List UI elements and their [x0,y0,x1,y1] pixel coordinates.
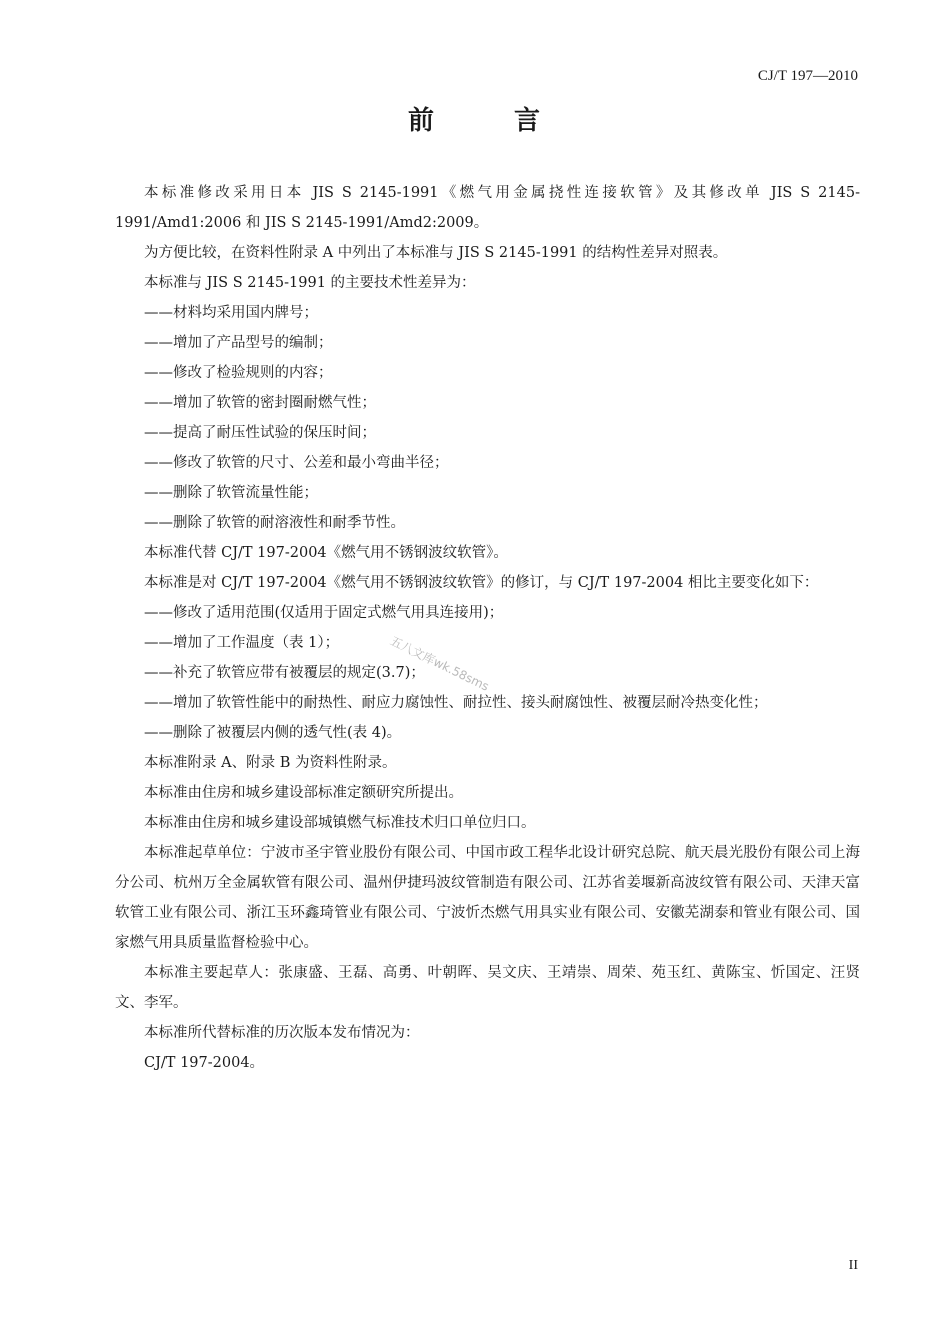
page-title [0,100,950,137]
foreword-content [115,178,860,1078]
title-char-2: 言 [514,106,543,136]
paragraph-drafters: 本标准主要起草人：张康盛、王磊、高勇、叶朝晖、吴文庆、王靖崇、周荣、苑玉红、黄陈宝、忻国定、汪贤文、李军。 [115,965,860,1011]
paragraph-proposed-by: 本标准由住房和城乡建设部标准定额研究所提出。 [144,785,463,801]
changes-list [115,598,860,748]
page-header-standard-number: CJ/T 197—2010 [757,68,858,84]
list-item: ——增加了软管性能中的耐热性、耐应力腐蚀性、耐拉性、接头耐腐蚀性、被覆层耐冷热变化性； [144,695,768,711]
paragraph-comparison: 为方便比较，在资料性附录 A 中列出了本标准与 JIS S 2145-1991 的结构性差异对照表。 [144,245,728,261]
paragraph-drafting-units: 本标准起草单位：宁波市圣宇管业股份有限公司、中国市政工程华北设计研究总院、航天晨光股份有限公司上海分公司、杭州万全金属软管有限公司、温州伊捷玛波纹管制造有限公司、江苏省姜堰新高波纹管有限公司、天津天富软管工业有限公司、浙江玉环鑫琦管业有限公司、宁波忻杰燃气用具实业有限公司、安徽芜湖泰和管业有限公司、国家燃气用具质量监督检验中心。 [115,845,860,951]
paragraph-adoption: 本标准修改采用日本 JIS S 2145-1991《燃气用金属挠性连接软管》及其修改单 JIS S 2145-1991/Amd1:2006 和 JIS S 2145-1991/Amd2:2009。 [115,185,860,231]
list-item: ——增加了软管的密封圈耐燃气性； [144,395,376,411]
list-item: ——修改了适用范围(仅适用于固定式燃气用具连接用)； [144,605,504,621]
list-item: ——删除了软管流量性能； [144,485,318,501]
list-item: ——修改了软管的尺寸、公差和最小弯曲半径； [144,455,449,471]
list-item: ——增加了工作温度（表 1）； [144,635,340,651]
list-item: ——删除了软管的耐溶液性和耐季节性。 [144,515,405,531]
paragraph-revision-intro: 本标准是对 CJ/T 197-2004《燃气用不锈钢波纹软管》的修订，与 CJ/T 197-2004 相比主要变化如下： [144,575,819,591]
differences-list [115,298,860,538]
list-item: ——材料均采用国内牌号； [144,305,318,321]
list-item: ——增加了产品型号的编制； [144,335,333,351]
title-char-1: 前 [407,106,436,136]
paragraph-history-version: CJ/T 197-2004。 [144,1055,265,1071]
paragraph-annexes: 本标准附录 A、附录 B 为资料性附录。 [144,755,397,771]
page-number: II [848,1258,858,1273]
list-item: ——修改了检验规则的内容； [144,365,333,381]
paragraph-history-intro: 本标准所代替标准的历次版本发布情况为： [144,1025,420,1041]
watermark: 五八文库wk.58sms [387,633,492,694]
paragraph-centralized-by: 本标准由住房和城乡建设部城镇燃气标准技术归口单位归口。 [144,815,536,831]
list-item: ——补充了软管应带有被覆层的规定(3.7)； [144,665,425,681]
paragraph-differences-intro: 本标准与 JIS S 2145-1991 的主要技术性差异为： [144,275,476,291]
list-item: ——删除了被覆层内侧的透气性(表 4)。 [144,725,402,741]
list-item: ——提高了耐压性试验的保压时间； [144,425,376,441]
paragraph-replaces: 本标准代替 CJ/T 197-2004《燃气用不锈钢波纹软管》。 [144,545,508,561]
